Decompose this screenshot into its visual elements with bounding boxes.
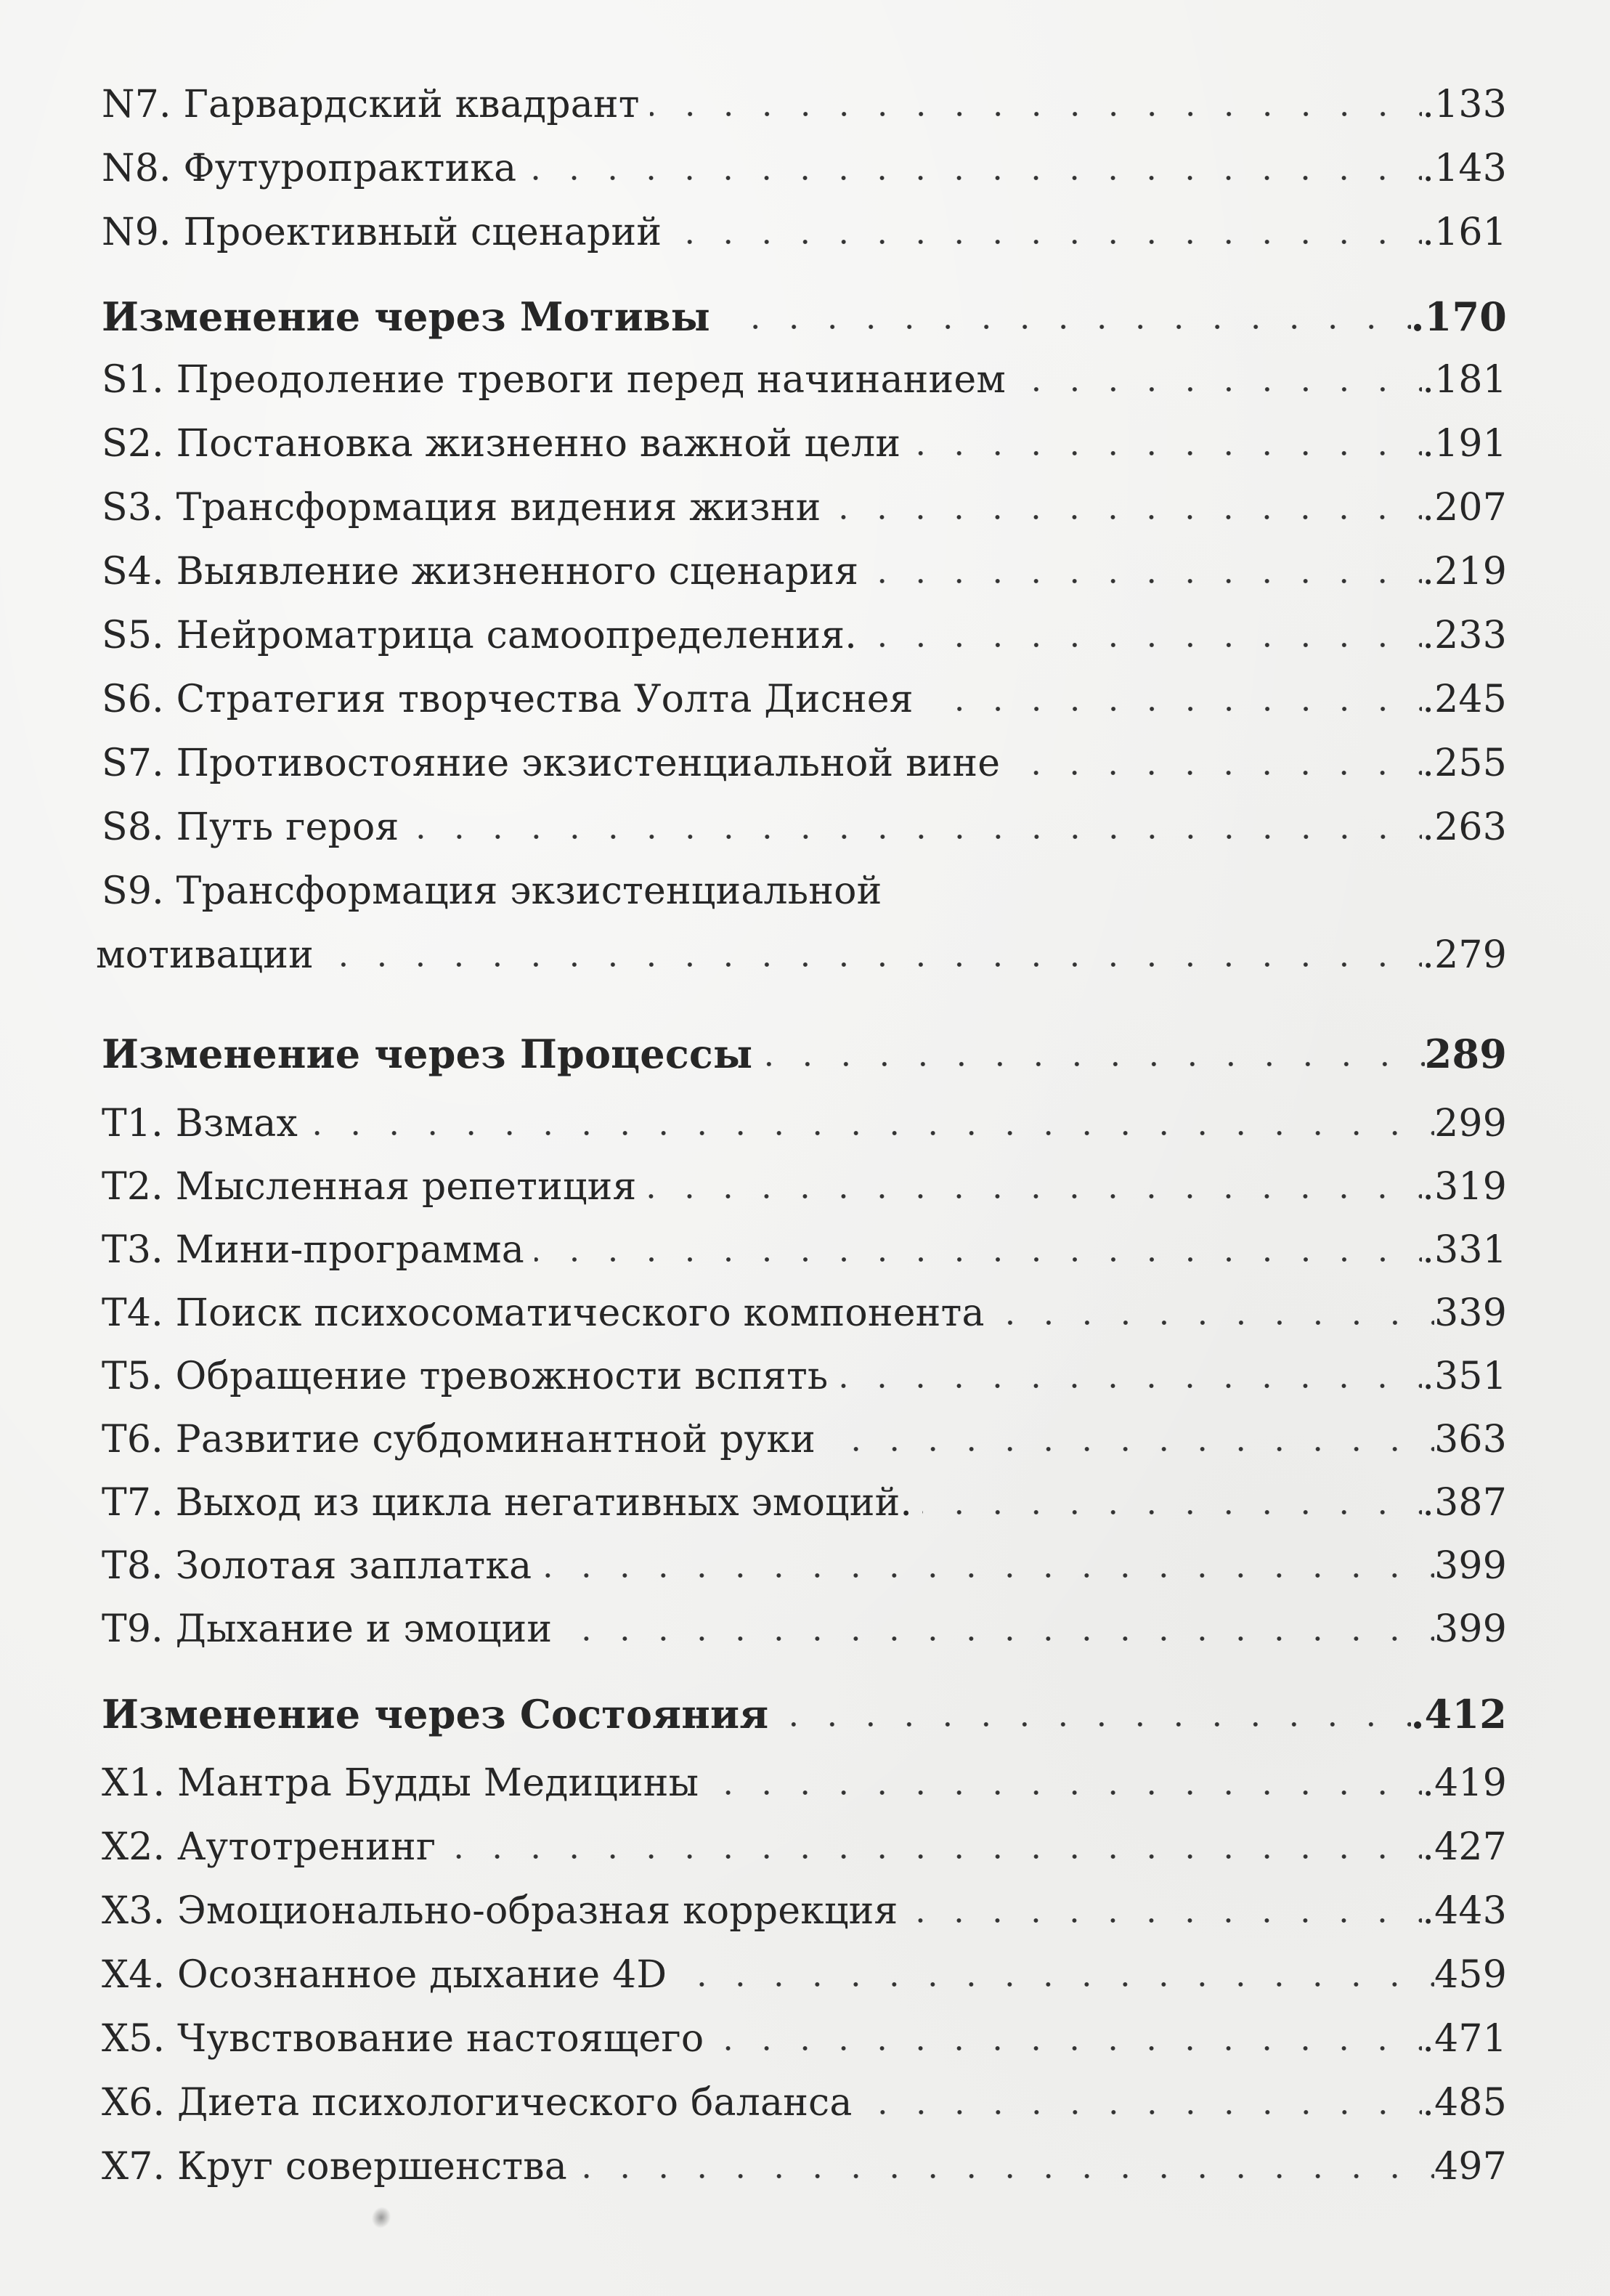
toc-entry-title: S5. Нейроматрица самоопределения. <box>102 614 858 657</box>
toc-section-heading-motives[interactable] <box>102 272 1507 340</box>
dot-leader <box>534 1256 1423 1263</box>
toc-entry-title: N9. Проективный сценарий <box>102 211 662 254</box>
dot-leader <box>778 1721 1410 1728</box>
toc-entry-s1[interactable] <box>102 335 1507 402</box>
toc-entry-title: T4. Поиск психосоматического компонента <box>102 1291 985 1335</box>
dot-leader <box>763 1060 1424 1068</box>
dot-leader <box>677 1981 1434 1988</box>
toc-page-number: .233 <box>1422 614 1507 657</box>
toc-entry-title: T2. Мысленная репетиция <box>102 1165 637 1209</box>
toc-entry-t3[interactable] <box>102 1205 1507 1272</box>
toc-entry-t6[interactable] <box>102 1395 1507 1459</box>
dot-leader <box>577 2173 1434 2180</box>
toc-entry-title: T1. Взмах <box>102 1102 298 1145</box>
toc-entry-s7[interactable] <box>102 718 1507 785</box>
section-heading-title: Изменение через Состояния <box>102 1691 769 1737</box>
dot-leader <box>324 961 1422 968</box>
dot-leader <box>714 2045 1422 2052</box>
toc-page-number: .170 <box>1410 293 1507 340</box>
toc-page-number: .219 <box>1422 550 1507 593</box>
toc-section-heading-states[interactable] <box>102 1670 1507 1737</box>
toc-entry-title: N8. Футуропрактика <box>102 147 517 190</box>
dot-leader <box>1016 386 1422 393</box>
toc-entry-t5[interactable] <box>102 1331 1507 1398</box>
toc-page-number: .419 <box>1422 1761 1507 1805</box>
toc-page-number: .245 <box>1422 678 1507 721</box>
dot-leader <box>650 110 1423 118</box>
toc-page-number: .263 <box>1422 806 1507 849</box>
toc-entry-title: X7. Круг совершенства <box>102 2145 567 2188</box>
dot-leader <box>410 833 1423 840</box>
dot-leader <box>922 1509 1422 1516</box>
toc-entry-title: X2. Аутотренинг <box>102 1825 436 1869</box>
toc-page-number: 299 <box>1434 1102 1507 1145</box>
toc-page-number: .471 <box>1422 2017 1507 2061</box>
toc-entry-x3[interactable] <box>102 1866 1507 1933</box>
toc-entry-title: S7. Противостояние экзистенциальной вине <box>102 742 1001 785</box>
toc-entry-title: S2. Постановка жизненно важной цели <box>102 422 901 466</box>
toc-page-number: 289 <box>1424 1031 1507 1077</box>
toc-page-number: .191 <box>1422 422 1507 466</box>
dot-leader <box>446 1853 1422 1860</box>
toc-entry-title: S1. Преодоление тревоги перед начинанием <box>102 358 1007 402</box>
dot-leader <box>709 1789 1422 1796</box>
toc-entry-s9-line2[interactable] <box>96 910 1507 977</box>
toc-entry-title: X3. Эмоционально-образная коррекция <box>102 1889 898 1933</box>
toc-entry-s8[interactable] <box>102 782 1507 849</box>
toc-page-number: 497 <box>1434 2145 1507 2188</box>
dot-leader <box>908 1917 1422 1924</box>
dot-leader <box>863 2109 1423 2116</box>
toc-entry-x4[interactable] <box>102 1930 1507 1997</box>
toc-page-number: .387 <box>1422 1481 1507 1525</box>
dot-leader <box>826 1445 1434 1453</box>
dot-leader <box>995 1319 1434 1326</box>
toc-entry-t1[interactable] <box>102 1079 1507 1143</box>
toc-entry-s4[interactable] <box>102 527 1507 591</box>
toc-entry-title: T3. Мини-программа <box>102 1228 524 1272</box>
toc-page-number: .412 <box>1410 1691 1507 1737</box>
section-heading-title: Изменение через Мотивы <box>102 293 710 340</box>
toc-entry-n9[interactable] <box>102 187 1507 254</box>
dot-leader <box>308 1129 1434 1137</box>
toc-page-number: .485 <box>1422 2081 1507 2125</box>
toc-page-number: 399 <box>1434 1544 1507 1588</box>
toc-entry-x5[interactable] <box>102 1994 1507 2061</box>
dot-leader <box>720 323 1411 330</box>
toc-entry-s2[interactable] <box>102 399 1507 466</box>
toc-entry-title-continuation: мотивации <box>96 933 314 977</box>
toc-entry-x6[interactable] <box>102 2058 1507 2125</box>
toc-entry-x2[interactable] <box>102 1802 1507 1869</box>
toc-entry-n7[interactable] <box>102 60 1507 126</box>
toc-page-number: .351 <box>1422 1355 1507 1398</box>
toc-entry-t8[interactable] <box>102 1521 1507 1588</box>
toc-entry-s5[interactable] <box>102 591 1507 657</box>
toc-page-number: .427 <box>1422 1825 1507 1869</box>
toc-entry-title: T7. Выход из цикла негативных эмоций. <box>102 1481 913 1525</box>
dot-leader <box>526 174 1422 182</box>
toc-page-number: .279 <box>1422 933 1507 977</box>
dot-leader <box>562 1635 1434 1642</box>
toc-entry-s3[interactable] <box>102 463 1507 530</box>
toc-entry-s6[interactable] <box>102 654 1507 721</box>
dot-leader <box>838 1382 1422 1390</box>
toc-page-number: .319 <box>1422 1165 1507 1209</box>
toc-page-number: 339 <box>1434 1291 1507 1335</box>
dot-leader <box>831 514 1422 521</box>
dot-leader <box>646 1193 1422 1200</box>
toc-entry-title: S3. Трансформация видения жизни <box>102 486 821 530</box>
toc-entry-t7[interactable] <box>102 1458 1507 1525</box>
dot-leader <box>867 641 1422 649</box>
toc-entry-title: X5. Чувствование настоящего <box>102 2017 704 2061</box>
toc-entry-x7[interactable] <box>102 2122 1507 2186</box>
toc-page-number: .255 <box>1422 742 1507 785</box>
section-heading-title: Изменение через Процессы <box>102 1031 753 1077</box>
toc-entry-title: T6. Развитие субдоминантной руки <box>102 1418 816 1461</box>
toc-entry-t2[interactable] <box>102 1142 1507 1209</box>
toc-page-number: .133 <box>1422 83 1507 126</box>
toc-entry-s9-line1[interactable] <box>102 846 1507 913</box>
toc-entry-title: X6. Диета психологического баланса <box>102 2081 853 2125</box>
toc-entry-t9[interactable] <box>102 1584 1507 1651</box>
dot-leader <box>672 238 1422 246</box>
toc-entry-title: T8. Золотая заплатка <box>102 1544 532 1588</box>
toc-page-number: 459 <box>1434 1953 1507 1997</box>
toc-entry-title: T9. Дыхание и эмоции <box>102 1607 553 1651</box>
dot-leader <box>542 1572 1434 1579</box>
toc-entry-title: T5. Обращение тревожности вспять <box>102 1355 829 1398</box>
toc-entry-x1[interactable] <box>102 1738 1507 1805</box>
toc-entry-title: S4. Выявление жизненного сценария <box>102 550 859 593</box>
toc-page-number: .207 <box>1422 486 1507 530</box>
toc-page-number: .181 <box>1422 358 1507 402</box>
toc-page-number: .443 <box>1422 1889 1507 1933</box>
toc-page-number: .331 <box>1422 1228 1507 1272</box>
dot-leader-empty <box>893 897 1437 904</box>
dot-leader <box>1010 769 1422 776</box>
toc-entry-n8[interactable] <box>102 123 1507 190</box>
dot-leader <box>869 577 1422 585</box>
toc-entry-title: S8. Путь героя <box>102 806 399 849</box>
dot-leader <box>924 705 1423 713</box>
toc-entry-t4[interactable] <box>102 1268 1507 1335</box>
toc-section-heading-processes[interactable] <box>102 1010 1507 1077</box>
toc-page-number: .161 <box>1422 211 1507 254</box>
dot-leader <box>911 450 1422 457</box>
toc-entry-title: X4. Осознанное дыхание 4D <box>102 1953 667 1997</box>
toc-entry-title: S6. Стратегия творчества Уолта Диснея <box>102 678 914 721</box>
toc-entry-title: S9. Трансформация экзистенциальной <box>102 869 882 913</box>
toc-page-number: .143 <box>1422 147 1507 190</box>
toc-entry-title: X1. Мантра Будды Медицины <box>102 1761 699 1805</box>
toc-page-number: 399 <box>1434 1607 1507 1651</box>
toc-page-number: 363 <box>1434 1418 1507 1461</box>
toc-entry-title: N7. Гарвардский квадрант <box>102 83 640 126</box>
ink-smudge <box>369 2204 394 2231</box>
